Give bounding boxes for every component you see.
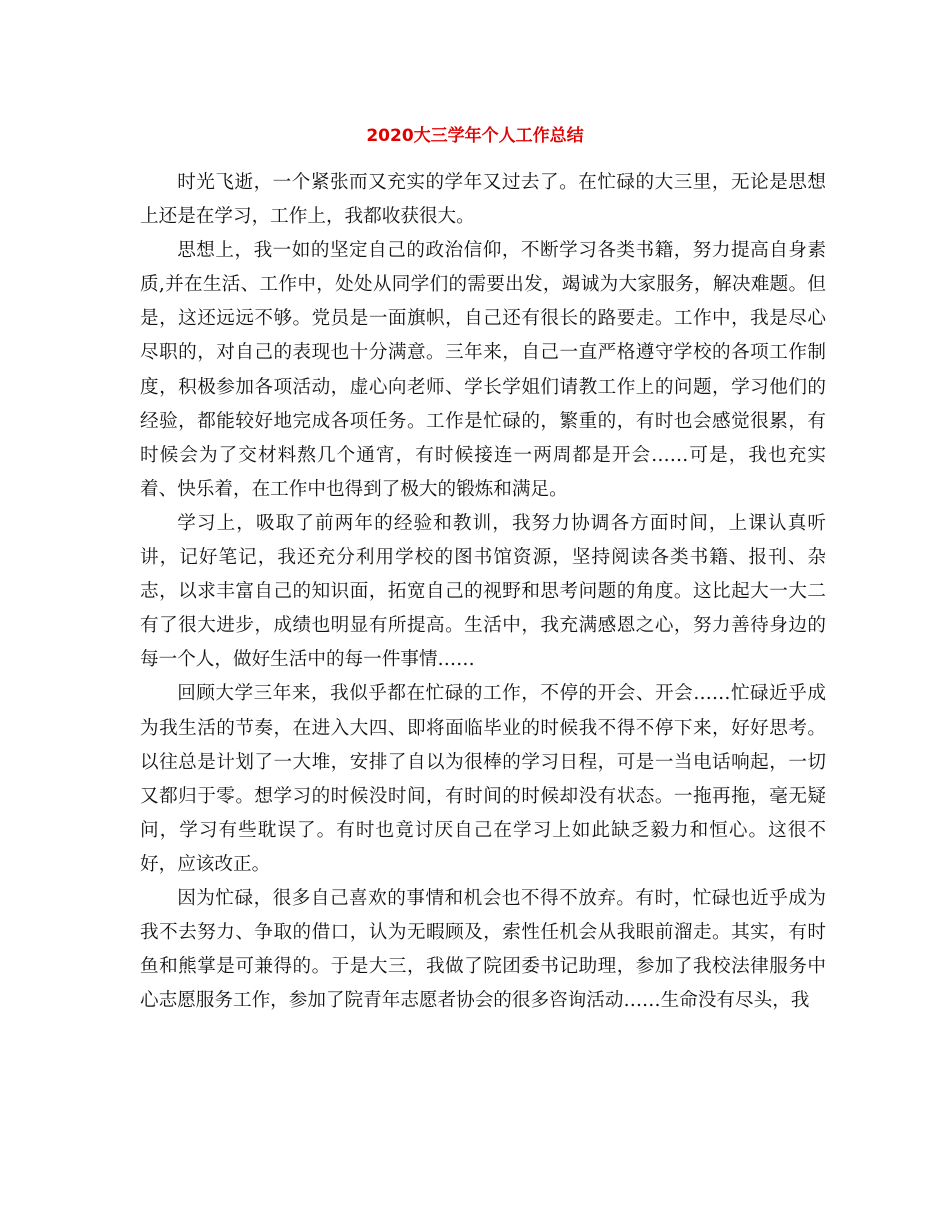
paragraph-intro: 时光飞逝，一个紧张而又充实的学年又过去了。在忙碌的大三里，无论是思想上还是在学习，工作上，我都收获很大。 bbox=[140, 172, 826, 228]
paragraph-busy: 因为忙碌，很多自己喜欢的事情和机会也不得不放弃。有时，忙碌也近乎成为我不去努力、争取的借口，认为无暇顾及，索性任机会从我眼前溜走。其实，有时鱼和熊掌是可兼得的。于是大三，我做了院团委书记助理，参加了我校法律服务中心志愿服务工作，参加了院青年志愿者协会的很多咨询活动……生命没有尽头，我 bbox=[140, 887, 826, 1012]
document-body bbox=[140, 166, 826, 1018]
paragraph-thought: 思想上，我一如的坚定自己的政治信仰，不断学习各类书籍，努力提高自身素质,并在生活、工作中，处处从同学们的需要出发，竭诚为大家服务，解决难题。但是，这还远远不够。党员是一面旗帜，自己还有很长的路要走。工作中，我是尽心尽职的，对自己的表现也十分满意。三年来，自己一直严格遵守学校的各项工作制度，积极参加各项活动，虚心向老师、学长学姐们请教工作上的问题，学习他们的经验，都能较好地完成各项任务。工作是忙碌的，繁重的，有时也会感觉很累，有时候会为了交材料熬几个通宵，有时候接连一两周都是开会……可是，我也充实着、快乐着，在工作中也得到了极大的锻炼和满足。 bbox=[140, 240, 826, 500]
document-title: 2020大三学年个人工作总结 bbox=[366, 126, 584, 146]
paragraph-study: 学习上，吸取了前两年的经验和教训，我努力协调各方面时间，上课认真听讲，记好笔记，我还充分利用学校的图书馆资源，坚持阅读各类书籍、报刊、杂志，以求丰富自己的知识面，拓宽自己的视野和思考问题的角度。这比起大一大二有了很大进步，成绩也明显有所提高。生活中，我充满感恩之心，努力善待身边的每一个人，做好生活中的每一件事情…… bbox=[140, 512, 826, 671]
paragraph-review: 回顾大学三年来，我似乎都在忙碌的工作，不停的开会、开会……忙碌近乎成为我生活的节奏，在进入大四、即将面临毕业的时候我不得不停下来，好好思考。以往总是计划了一大堆，安排了自以为很棒的学习日程，可是一当电话响起，一切又都归于零。想学习的时候没时间，有时间的时候却没有状态。一拖再拖，毫无疑问，学习有些耽误了。有时也竟讨厌自己在学习上如此缺乏毅力和恒心。这很不好，应该改正。 bbox=[140, 683, 826, 875]
